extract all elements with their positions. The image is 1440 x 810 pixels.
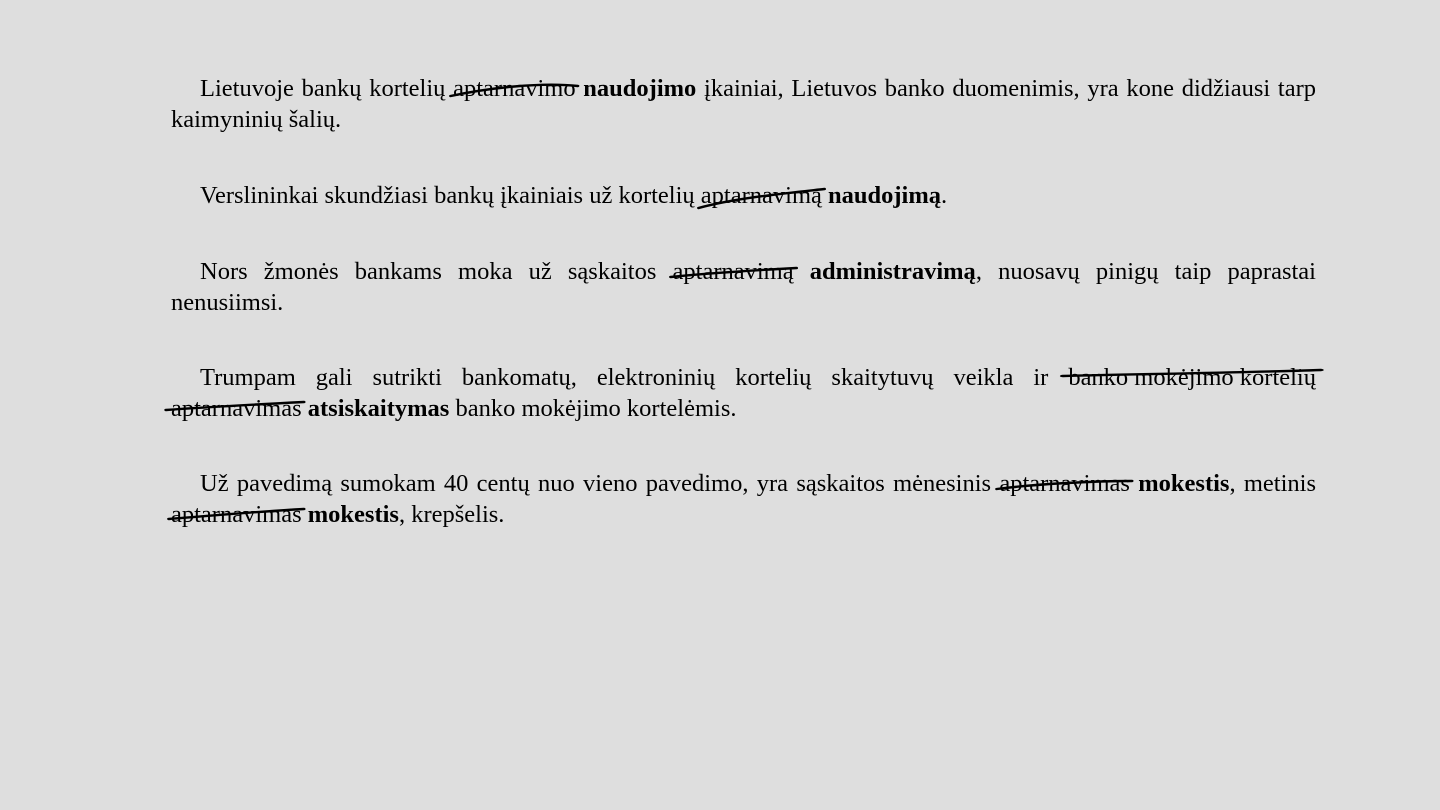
paragraph-2	[171, 180, 1316, 211]
paragraph-1	[171, 73, 1316, 135]
paragraph-5-deleted-word-1	[999, 468, 1130, 499]
paragraph-1-text-2: įkainiai, Lietuvos banko duomenimis, yra kone didžiausi tarp kaimyninių šalių.	[171, 75, 1316, 133]
paragraph-5-deleted-text-2: aptarnavimas	[171, 501, 302, 528]
paragraph-2-text-2: .	[941, 182, 948, 209]
document-body	[171, 73, 1316, 530]
paragraph-4-text-1: Trumpam gali sutrikti bankomatų, elektroninių kortelių skaitytuvų veikla ir	[200, 364, 1069, 391]
paragraph-1-text-1: Lietuvoje bankų kortelių	[200, 75, 454, 102]
paragraph-5-text-1: Už pavedimą sumokam 40 centų nuo vieno pavedimo, yra sąskaitos mėnesinis	[200, 470, 1000, 497]
paragraph-4-deleted-text-start: banko mokėjimo kortelių	[1068, 364, 1316, 391]
paragraph-3-deleted-word	[673, 256, 794, 287]
paragraph-1-deleted-word	[453, 73, 575, 104]
paragraph-2-inserted-word: naudojimą	[828, 182, 942, 209]
paragraph-1-inserted-word: naudojimo	[583, 75, 697, 102]
paragraph-5	[171, 468, 1316, 530]
paragraph-3	[171, 256, 1316, 318]
paragraph-5-deleted-word-2	[171, 499, 302, 530]
paragraph-4-deleted-text-end: aptarnavimas	[171, 395, 302, 422]
paragraph-5-inserted-word-2: mokestis	[307, 501, 399, 528]
paragraph-5-text-2: , metinis	[1229, 470, 1316, 497]
paragraph-5-deleted-text-1: aptarnavimas	[999, 470, 1130, 497]
paragraph-2-deleted-word	[701, 180, 822, 211]
paragraph-3-deleted-text: aptarnavimą	[672, 258, 794, 285]
paragraph-3-text-1: Nors žmonės bankams moka už sąskaitos	[200, 258, 673, 285]
paragraph-4	[171, 362, 1316, 424]
paragraph-5-inserted-word-1: mokestis	[1138, 470, 1230, 497]
paragraph-4-inserted-word: atsiskaitymas	[307, 395, 450, 422]
paragraph-5-text-3: , krepšelis.	[398, 501, 505, 528]
paragraph-1-deleted-text: aptarnavimo	[453, 75, 576, 102]
paragraph-4-deleted-phrase-start	[1068, 362, 1316, 393]
paragraph-3-inserted-word: administravimą	[809, 258, 976, 285]
paragraph-4-text-2: banko mokėjimo kortelėmis.	[449, 395, 737, 422]
paragraph-2-deleted-text: aptarnavimą	[700, 182, 822, 209]
paragraph-4-deleted-phrase-end	[171, 393, 302, 424]
paragraph-2-text-1: Verslininkai skundžiasi bankų įkainiais už kortelių	[200, 182, 701, 209]
paragraph-3-text-2: , nuosavų pinigų taip paprastai nenusiimsi.	[171, 258, 1316, 316]
